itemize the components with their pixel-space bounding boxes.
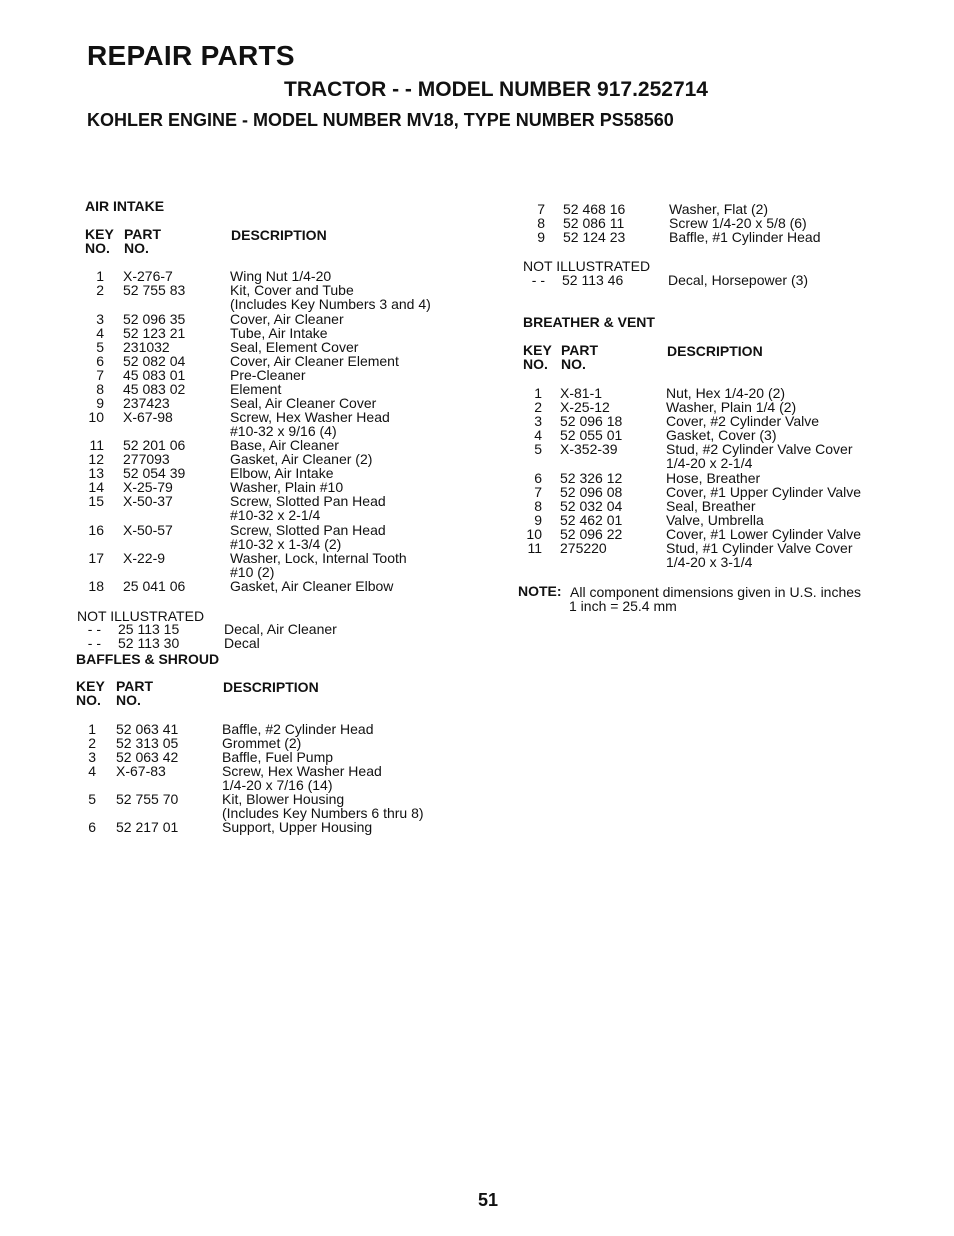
part-no-header: PART NO. [561,342,599,372]
key-number: 14 [88,479,104,495]
key-number: - - [87,621,101,637]
key-no-header: KEY NO. [76,678,105,708]
description-header: DESCRIPTION [223,679,319,695]
key-number: 15 [88,493,104,509]
part-row [0,273,954,287]
part-number: 52 096 35 [123,311,186,327]
part-description: Nut, Hex 1/4-20 (2) [666,385,786,401]
key-number: 8 [534,498,542,514]
note-conversion: 1 inch = 25.4 mm [569,598,677,614]
part-number: 52 063 42 [116,749,179,765]
part-row [0,485,954,499]
part-number: X-25-12 [560,399,610,415]
part-no-header: PART NO. [116,678,154,708]
part-row [0,499,954,513]
part-row [0,386,954,400]
key-number: 1 [88,721,96,737]
part-number: 25 113 15 [118,621,180,637]
part-number: 237423 [123,395,170,411]
key-number: 3 [534,413,542,429]
engine-model-heading: KOHLER ENGINE - MODEL NUMBER MV18, TYPE NUMBER PS58560 [87,110,674,130]
part-description: Screw, Slotted Pan Head [230,493,386,509]
part-description: Base, Air Cleaner [230,437,339,453]
part-number: 52 096 08 [560,484,623,500]
part-description: Cover, #1 Lower Cylinder Valve [666,526,862,542]
key-number: 9 [534,512,542,528]
part-description: Element [230,381,282,397]
part-number: 52 096 18 [560,413,623,429]
part-number: 52 082 04 [123,353,186,369]
part-row [0,541,954,569]
part-description: Washer, Lock, Internal Tooth [230,550,407,566]
key-number: 4 [88,763,96,779]
key-number: 18 [88,578,104,594]
part-row [0,283,954,311]
key-number: 7 [534,484,542,500]
key-number: 2 [96,282,104,298]
key-number: 1 [534,385,542,401]
part-row [0,202,954,216]
part-number: 52 313 05 [116,735,179,751]
part-description: Grommet (2) [222,735,302,751]
part-description: Cover, #1 Upper Cylinder Valve [666,484,862,500]
part-number: 52 124 23 [563,229,626,245]
key-number: 11 [89,437,104,453]
part-description: Wing Nut 1/4-20 [230,268,332,284]
part-description: Baffle, #2 Cylinder Head [222,721,374,737]
part-description: Cover, Air Cleaner Element [230,353,399,369]
part-description: Tube, Air Intake [230,325,328,341]
part-description: Baffle, Fuel Pump [222,749,334,765]
part-description: Screw, Hex Washer Head [222,763,382,779]
not-illustrated-label: NOT ILLUSTRATED [523,258,651,274]
part-number: 52 123 21 [123,325,186,341]
part-description: #10-32 x 9/16 (4) [230,423,337,440]
part-number: X-67-83 [116,763,166,779]
page-title: REPAIR PARTS [87,40,295,71]
part-description: #10 (2) [230,564,275,581]
part-description: Screw, Hex Washer Head [230,409,390,425]
part-description: Support, Upper Housing [222,819,373,835]
air-intake-title: AIR INTAKE [85,198,165,214]
key-number: 9 [96,395,104,411]
part-number: X-276-7 [123,268,173,284]
part-number: 52 217 01 [116,819,179,835]
key-number: 17 [88,550,104,566]
part-description: Baffle, #1 Cylinder Head [669,229,821,245]
key-number: 4 [534,427,542,443]
part-description: Washer, Plain 1/4 (2) [666,399,797,415]
description-header: DESCRIPTION [231,227,327,243]
key-number: 6 [534,470,542,486]
key-number: 6 [96,353,104,369]
part-description: Stud, #2 Cylinder Valve Cover [666,441,853,457]
part-description: Stud, #1 Cylinder Valve Cover [666,540,853,556]
key-no-header: KEY NO. [523,342,552,372]
key-number: 1 [96,268,104,284]
not-illustrated-label: NOT ILLUSTRATED [77,608,205,624]
part-number: 25 041 06 [123,578,186,594]
part-number: X-50-37 [123,493,173,509]
part-number: 52 113 46 [562,272,624,288]
part-description: Decal, Air Cleaner [224,621,337,637]
part-row [0,792,954,820]
part-description: Seal, Breather [666,498,756,514]
part-description: Cover, #2 Cylinder Valve [666,413,820,429]
key-number: 3 [88,749,96,765]
part-number: 52 063 41 [116,721,179,737]
part-description: Washer, Plain #10 [230,479,344,495]
part-description: (Includes Key Numbers 3 and 4) [230,296,431,313]
key-number: 11 [527,540,542,556]
part-number: X-22-9 [123,550,166,566]
key-number: 10 [88,409,104,425]
key-number: 10 [526,526,542,542]
key-number: 2 [88,735,96,751]
part-number: X-50-57 [123,522,173,538]
baffles-title: BAFFLES & SHROUD [76,651,220,667]
key-number: 5 [96,339,104,355]
part-row [0,442,954,470]
part-description: Elbow, Air Intake [230,465,334,481]
part-description: Seal, Element Cover [230,339,359,355]
key-number: 2 [534,399,542,415]
part-description: Screw 1/4-20 x 5/8 (6) [669,215,807,231]
part-row [0,820,954,834]
part-number: 52 055 01 [560,427,623,443]
part-number: 52 462 01 [560,512,623,528]
part-number: 277093 [123,451,170,467]
part-description: Gasket, Cover (3) [666,427,777,443]
part-description: #10-32 x 1-3/4 (2) [230,536,342,553]
part-description: Decal, Horsepower (3) [668,272,809,288]
key-number: 7 [537,201,545,217]
part-description: Decal [224,635,260,651]
key-number: 7 [96,367,104,383]
part-number: 52 468 16 [563,201,626,217]
key-number: 13 [88,465,104,481]
part-number: 45 083 01 [123,367,186,383]
key-number: - - [531,272,545,288]
part-number: X-352-39 [560,441,618,457]
part-description: Washer, Flat (2) [669,201,769,217]
part-number: 52 755 70 [116,791,179,807]
part-number: 52 086 11 [563,215,625,231]
part-number: 52 096 22 [560,526,623,542]
part-description: #10-32 x 2-1/4 [230,507,321,524]
part-description: Valve, Umbrella [666,512,764,528]
part-no-header: PART NO. [124,226,162,256]
key-number: - - [87,635,101,651]
key-number: 9 [537,229,545,245]
part-description: 1/4-20 x 7/16 (14) [222,777,333,794]
part-number: 52 054 39 [123,465,186,481]
part-number: 52 113 30 [118,635,180,651]
part-number: 275220 [560,540,607,556]
part-number: X-25-79 [123,479,173,495]
part-description: Gasket, Air Cleaner (2) [230,451,373,467]
key-number: 5 [88,791,96,807]
breather-title: BREATHER & VENT [523,314,655,330]
part-number: X-81-1 [560,385,603,401]
part-number: 52 755 83 [123,282,186,298]
part-description: 1/4-20 x 3-1/4 [666,554,753,571]
part-description: Kit, Blower Housing [222,791,345,807]
key-number: 8 [96,381,104,397]
part-number: 52 326 12 [560,470,623,486]
part-description: (Includes Key Numbers 6 thru 8) [222,805,424,822]
key-number: 4 [96,325,104,341]
part-row [0,636,954,650]
key-number: 5 [534,441,542,457]
part-number: 45 083 02 [123,381,186,397]
part-description: Hose, Breather [666,470,761,486]
part-row [0,414,954,428]
key-number: 16 [88,522,104,538]
part-row [0,764,954,792]
part-number: 52 201 06 [123,437,186,453]
part-description: Seal, Air Cleaner Cover [230,395,377,411]
part-description: 1/4-20 x 2-1/4 [666,455,753,472]
part-description: Cover, Air Cleaner [230,311,344,327]
part-number: 52 032 04 [560,498,623,514]
part-number: 231032 [123,339,170,355]
note-label: NOTE: [518,583,562,599]
key-number: 12 [88,451,104,467]
description-header: DESCRIPTION [667,343,763,359]
part-description: Pre-Cleaner [230,367,306,383]
part-description: Screw, Slotted Pan Head [230,522,386,538]
note-text: All component dimensions given in U.S. inches [570,584,862,600]
tractor-model-heading: TRACTOR - - MODEL NUMBER 917.252714 [284,78,708,101]
part-number: X-67-98 [123,409,173,425]
key-number: 6 [88,819,96,835]
part-description: Gasket, Air Cleaner Elbow [230,578,394,594]
page-number: 51 [478,1190,499,1210]
key-no-header: KEY NO. [85,226,114,256]
key-number: 8 [537,215,545,231]
key-number: 3 [96,311,104,327]
part-description: Kit, Cover and Tube [230,282,354,298]
